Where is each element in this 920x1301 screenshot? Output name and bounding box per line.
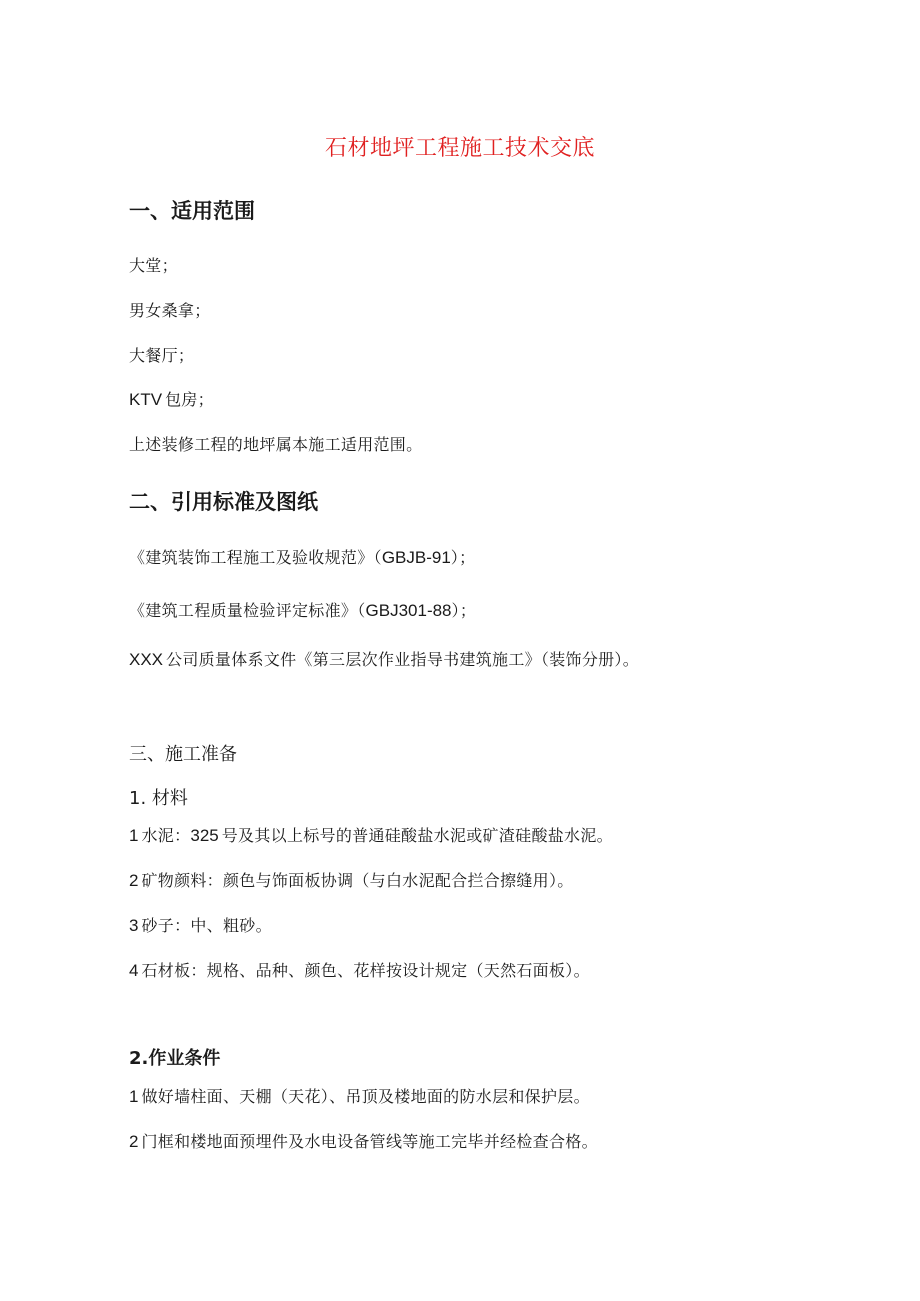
material-item-cement	[129, 823, 613, 846]
reference-3	[129, 647, 639, 670]
reference-3-prefix: XXX	[129, 650, 164, 669]
material-grade: 325	[190, 826, 219, 845]
condition-num: 2	[129, 1132, 139, 1151]
scope-item-lobby: 大堂；	[129, 256, 178, 275]
section-1-heading: 一、适用范围	[129, 199, 255, 223]
material-num: 3	[129, 916, 139, 935]
reference-2-title: 《建筑工程质量检验评定标准》（	[129, 601, 366, 620]
material-text: 水泥：	[141, 826, 191, 845]
document-title: 石材地坪工程施工技术交底	[324, 136, 595, 161]
condition-text: 做好墙柱面、天棚（天花）、吊顶及楼地面的防水层和保护层。	[141, 1087, 590, 1106]
material-item-stone	[129, 958, 590, 981]
material-item-sand	[129, 913, 272, 936]
material-num: 2	[129, 871, 139, 890]
condition-item-waterproof	[129, 1084, 590, 1107]
scope-item-ktv	[129, 387, 214, 410]
reference-3-text: 公司质量体系文件《第三层次作业指导书建筑施工》（装饰分册）。	[166, 650, 640, 669]
reference-1	[129, 545, 475, 568]
material-text: 砂子：中、粗砂。	[141, 916, 272, 935]
scope-item-dining: 大餐厅；	[129, 346, 195, 365]
material-text-2: 号及其以上标号的普通硅酸盐水泥或矿渣硅酸盐水泥。	[221, 826, 613, 845]
condition-text: 门框和楼地面预埋件及水电设备管线等施工完毕并经检查合格。	[141, 1132, 598, 1151]
reference-1-end: ）；	[450, 548, 476, 567]
reference-1-title: 《建筑装饰工程施工及验收规范》（	[129, 548, 382, 567]
material-item-pigment	[129, 868, 574, 891]
reference-2	[129, 598, 476, 621]
reference-1-code: GBJB-91	[381, 548, 451, 567]
reference-2-end: ）；	[451, 601, 477, 620]
scope-summary: 上述装修工程的地坪属本施工适用范围。	[129, 435, 423, 454]
condition-item-embedded	[129, 1129, 598, 1152]
section-2-heading: 二、引用标准及图纸	[129, 490, 318, 514]
ktv-suffix: 包房；	[165, 390, 214, 409]
material-text: 矿物颜料：颜色与饰面板协调（与白水泥配合拦合擦缝用）。	[141, 871, 574, 890]
conditions-heading: 2.作业条件	[129, 1048, 221, 1069]
materials-heading: 1. 材料	[129, 788, 188, 809]
material-num: 1	[129, 826, 139, 845]
material-text: 石材板：规格、品种、颜色、花样按设计规定（天然石面板）。	[141, 961, 590, 980]
reference-2-code: GBJ301-88	[365, 601, 452, 620]
ktv-prefix: KTV	[129, 390, 163, 409]
section-3-heading: 三、施工准备	[129, 744, 237, 765]
scope-item-sauna: 男女桑拿；	[129, 301, 211, 320]
material-num: 4	[129, 961, 139, 980]
condition-num: 1	[129, 1087, 139, 1106]
